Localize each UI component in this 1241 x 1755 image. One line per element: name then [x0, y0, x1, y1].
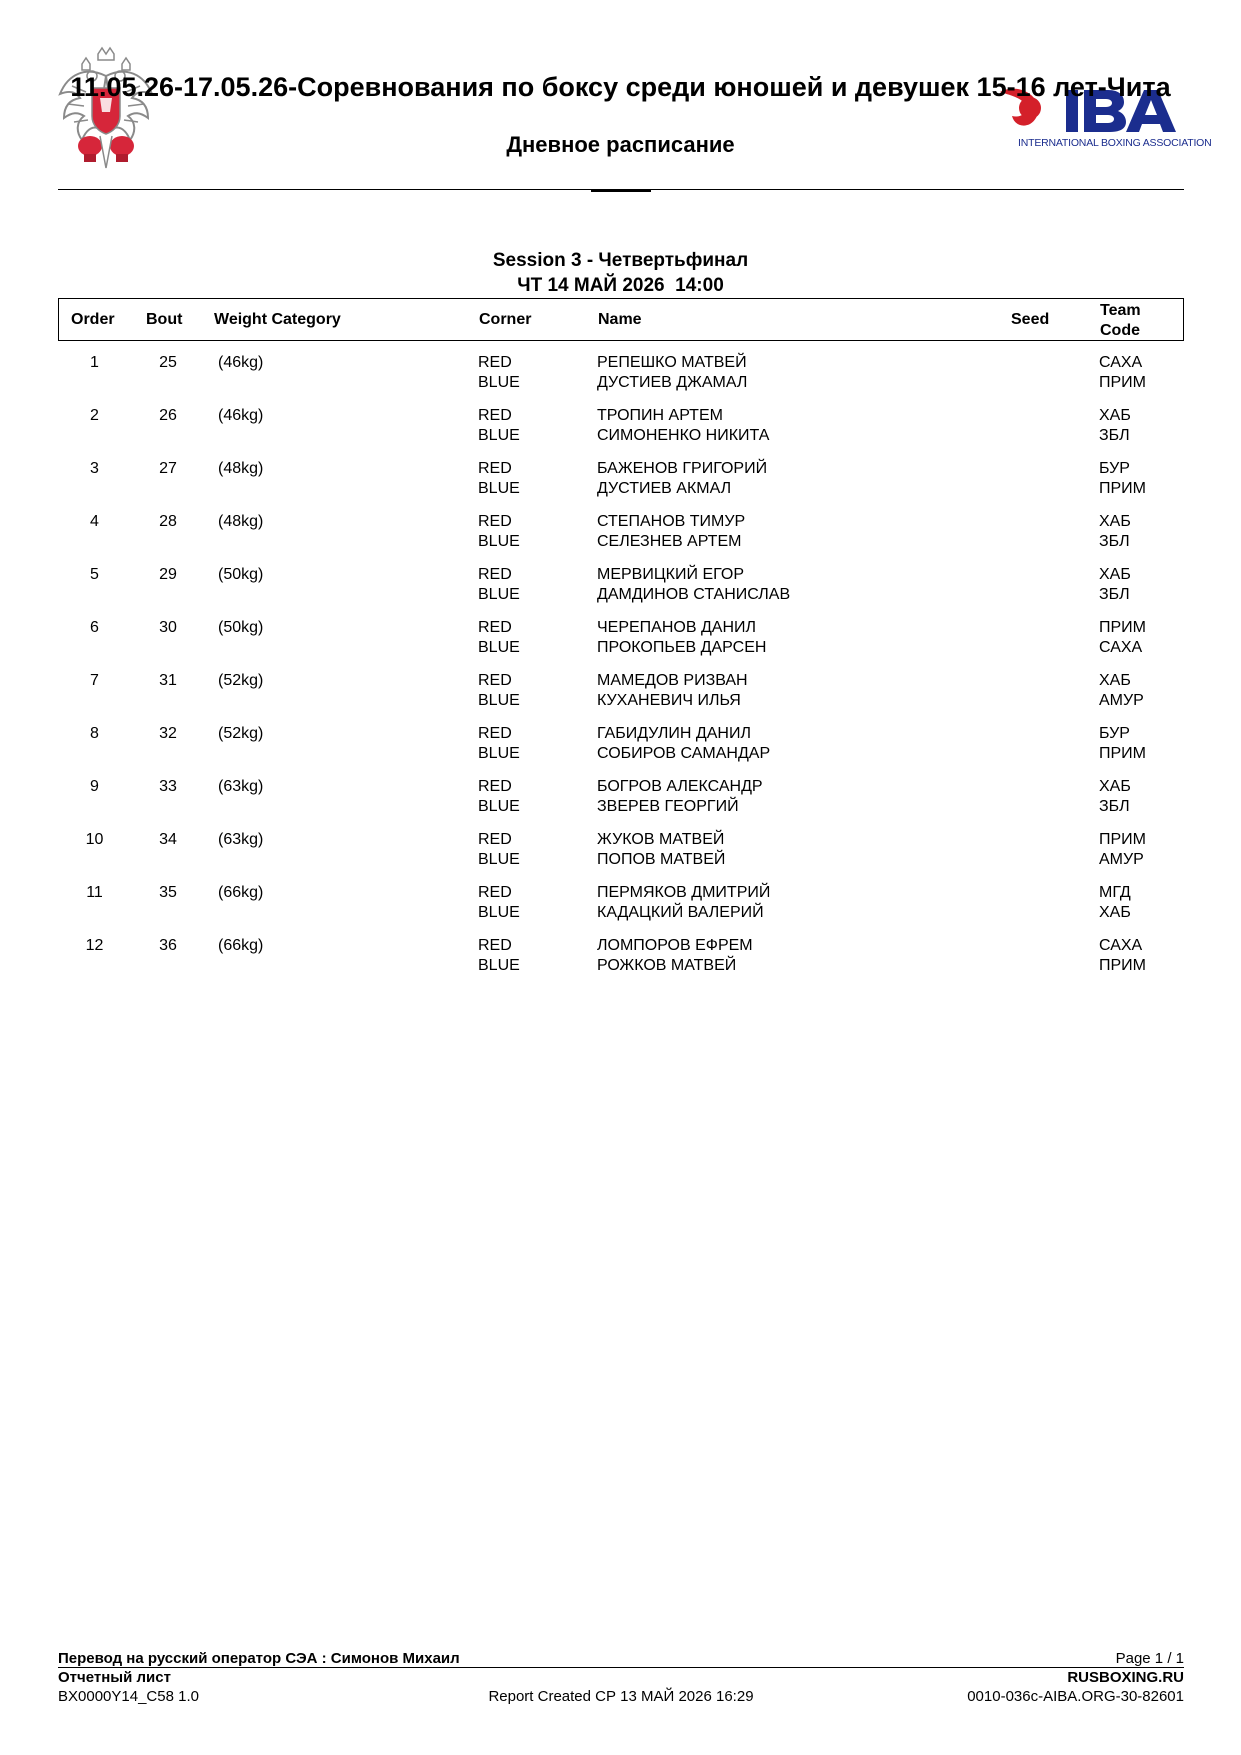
name-cell — [597, 724, 770, 764]
document-subtitle: Дневное расписание — [506, 132, 735, 157]
page-number: Page 1 / 1 — [1115, 1650, 1184, 1667]
blue-team-code: ПРИМ — [1099, 374, 1146, 391]
bout-number: 33 — [159, 778, 177, 795]
blue-boxer-name: СОБИРОВ САМАНДАР — [597, 745, 771, 762]
red-team-code: ХАБ — [1099, 566, 1131, 583]
bout-order: 8 — [90, 725, 99, 742]
blue-team-code: АМУР — [1099, 692, 1144, 709]
blue-boxer-name: ДУСТИЕВ АКМАЛ — [597, 480, 732, 497]
red-corner: RED — [478, 725, 512, 742]
blue-team-code: ЗБЛ — [1099, 586, 1130, 603]
name-cell — [597, 512, 745, 552]
red-team-code: МГД — [1099, 884, 1131, 901]
red-team-code: БУР — [1099, 460, 1130, 477]
name-cell — [597, 459, 767, 499]
bout-order: 3 — [90, 460, 99, 477]
weight-category: (46kg) — [218, 407, 264, 424]
iba-logo-caption: INTERNATIONAL BOXING ASSOCIATION — [1018, 137, 1212, 149]
blue-team-code: ПРИМ — [1099, 957, 1146, 974]
table-row — [58, 406, 1184, 459]
blue-boxer-name: ПРОКОПЬЕВ ДАРСЕН — [597, 639, 767, 656]
blue-team-code: САХА — [1099, 639, 1143, 656]
corner-cell — [478, 830, 520, 870]
name-cell — [597, 777, 763, 817]
blue-corner: BLUE — [478, 851, 520, 868]
blue-team-code: ЗБЛ — [1099, 798, 1130, 815]
report-created: Report Created СР 13 МАЙ 2026 16:29 — [488, 1688, 754, 1705]
weight-category: (50kg) — [218, 566, 264, 583]
report-code: BX0000Y14_C58 1.0 — [58, 1688, 199, 1705]
red-boxer-name: ПЕРМЯКОВ ДМИТРИЙ — [597, 884, 771, 901]
blue-corner: BLUE — [478, 639, 520, 656]
schedule-table-body — [58, 353, 1184, 989]
blue-team-code: ЗБЛ — [1099, 427, 1130, 444]
bout-order: 4 — [90, 513, 99, 530]
team-cell — [1099, 618, 1146, 658]
corner-cell — [478, 565, 520, 605]
bout-number: 30 — [159, 619, 177, 636]
footer-divider — [58, 1667, 1184, 1668]
blue-team-code: ЗБЛ — [1099, 533, 1130, 550]
name-cell — [597, 671, 748, 711]
weight-category: (52kg) — [218, 725, 264, 742]
table-row — [58, 353, 1184, 406]
red-team-code: БУР — [1099, 725, 1130, 742]
table-row — [58, 777, 1184, 830]
name-cell — [597, 353, 747, 393]
red-corner: RED — [478, 884, 512, 901]
column-header-seed: Seed — [1011, 311, 1050, 328]
red-boxer-name: СТЕПАНОВ ТИМУР — [597, 513, 746, 530]
red-team-code: ХАБ — [1099, 778, 1131, 795]
blue-corner: BLUE — [478, 480, 520, 497]
red-boxer-name: МАМЕДОВ РИЗВАН — [597, 672, 748, 689]
red-corner: RED — [478, 831, 512, 848]
table-row — [58, 724, 1184, 777]
document-id: 0010-036c-AIBA.ORG-30-82601 — [967, 1688, 1184, 1705]
table-row — [58, 512, 1184, 565]
red-team-code: ПРИМ — [1099, 831, 1146, 848]
bout-number: 34 — [159, 831, 177, 848]
corner-cell — [478, 671, 520, 711]
weight-category: (48kg) — [218, 460, 264, 477]
team-cell — [1099, 830, 1146, 870]
corner-cell — [478, 512, 520, 552]
weight-category: (50kg) — [218, 619, 264, 636]
blue-boxer-name: ДУСТИЕВ ДЖАМАЛ — [597, 374, 748, 391]
red-team-code: САХА — [1099, 937, 1143, 954]
corner-cell — [478, 777, 520, 817]
name-cell — [597, 406, 769, 446]
table-row — [58, 936, 1184, 989]
table-row — [58, 618, 1184, 671]
bout-number: 36 — [159, 937, 177, 954]
corner-cell — [478, 724, 520, 764]
column-header-name: Name — [598, 311, 642, 328]
team-cell — [1099, 724, 1146, 764]
team-cell — [1099, 883, 1131, 923]
bout-number: 28 — [159, 513, 177, 530]
weight-category: (66kg) — [218, 884, 264, 901]
header-divider-accent — [591, 189, 651, 192]
bout-number: 25 — [159, 354, 177, 371]
table-row — [58, 883, 1184, 936]
red-corner: RED — [478, 407, 512, 424]
schedule-table-header — [58, 298, 1184, 341]
red-team-code: ХАБ — [1099, 672, 1131, 689]
bout-number: 32 — [159, 725, 177, 742]
blue-corner: BLUE — [478, 745, 520, 762]
blue-team-code: ПРИМ — [1099, 480, 1146, 497]
red-corner: RED — [478, 460, 512, 477]
corner-cell — [478, 353, 520, 393]
table-row — [58, 459, 1184, 512]
red-corner: RED — [478, 672, 512, 689]
weight-category: (63kg) — [218, 831, 264, 848]
red-boxer-name: МЕРВИЦКИЙ ЕГОР — [597, 566, 744, 583]
team-cell — [1099, 459, 1146, 499]
red-corner: RED — [478, 778, 512, 795]
bout-order: 5 — [90, 566, 99, 583]
name-cell — [597, 883, 770, 923]
red-boxer-name: БАЖЕНОВ ГРИГОРИЙ — [597, 460, 768, 477]
blue-boxer-name: КАДАЦКИЙ ВАЛЕРИЙ — [597, 904, 764, 921]
bout-number: 27 — [159, 460, 177, 477]
name-cell — [597, 618, 766, 658]
corner-cell — [478, 459, 520, 499]
blue-corner: BLUE — [478, 374, 520, 391]
red-boxer-name: РЕПЕШКО МАТВЕЙ — [597, 354, 747, 371]
team-cell — [1099, 512, 1131, 552]
team-cell — [1099, 671, 1144, 711]
bout-order: 1 — [90, 354, 99, 371]
name-cell — [597, 830, 725, 870]
bout-number: 35 — [159, 884, 177, 901]
team-cell — [1099, 406, 1131, 446]
session-date: ЧТ 14 МАЙ 2026 14:00 — [517, 275, 724, 296]
table-row — [58, 830, 1184, 883]
column-header-bout: Bout — [146, 311, 183, 328]
corner-cell — [478, 883, 520, 923]
blue-boxer-name: ЗВЕРЕВ ГЕОРГИЙ — [597, 798, 739, 815]
bout-order: 12 — [85, 937, 104, 954]
document-title: 11.05.26-17.05.26-Соревнования по боксу среди юношей и девушек 15-16 лет-Чита — [70, 72, 1171, 102]
red-corner: RED — [478, 566, 512, 583]
bout-number: 26 — [159, 407, 177, 424]
blue-corner: BLUE — [478, 798, 520, 815]
blue-team-code: АМУР — [1099, 851, 1144, 868]
red-boxer-name: БОГРОВ АЛЕКСАНДР — [597, 778, 763, 795]
column-header-weight: Weight Category — [214, 311, 341, 328]
red-boxer-name: ГАБИДУЛИН ДАНИЛ — [597, 725, 751, 742]
bout-order: 9 — [90, 778, 99, 795]
bout-order: 7 — [90, 672, 99, 689]
translator-credit: Перевод на русский оператор СЭА : Симонов Михаил — [58, 1650, 460, 1667]
blue-boxer-name: СЕЛЕЗНЕВ АРТЕМ — [597, 533, 742, 550]
red-team-code: ХАБ — [1099, 407, 1131, 424]
red-team-code: ПРИМ — [1099, 619, 1146, 636]
weight-category: (52kg) — [218, 672, 264, 689]
column-header-order: Order — [71, 311, 115, 328]
red-boxer-name: ЖУКОВ МАТВЕЙ — [597, 831, 725, 848]
bout-order: 11 — [86, 884, 103, 901]
red-corner: RED — [478, 354, 512, 371]
report-type: Отчетный лист — [58, 1669, 171, 1686]
red-team-code: САХА — [1099, 354, 1143, 371]
bout-number: 29 — [159, 566, 177, 583]
column-header-team-line2: Code — [1100, 322, 1140, 339]
team-cell — [1099, 565, 1131, 605]
corner-cell — [478, 618, 520, 658]
team-cell — [1099, 936, 1146, 976]
blue-boxer-name: СИМОНЕНКО НИКИТА — [597, 427, 770, 444]
blue-team-code: ПРИМ — [1099, 745, 1146, 762]
table-row — [58, 565, 1184, 618]
red-boxer-name: ЧЕРЕПАНОВ ДАНИЛ — [597, 619, 757, 636]
weight-category: (46kg) — [218, 354, 264, 371]
blue-corner: BLUE — [478, 692, 520, 709]
red-team-code: ХАБ — [1099, 513, 1131, 530]
site-name: RUSBOXING.RU — [1067, 1669, 1184, 1686]
blue-corner: BLUE — [478, 533, 520, 550]
blue-corner: BLUE — [478, 427, 520, 444]
blue-boxer-name: РОЖКОВ МАТВЕЙ — [597, 957, 737, 974]
blue-boxer-name: КУХАНЕВИЧ ИЛЬЯ — [597, 692, 741, 709]
team-cell — [1099, 353, 1146, 393]
blue-boxer-name: ПОПОВ МАТВЕЙ — [597, 851, 726, 868]
blue-team-code: ХАБ — [1099, 904, 1131, 921]
session-title: Session 3 - Четвертьфинал — [492, 250, 749, 271]
corner-cell — [478, 936, 520, 976]
red-corner: RED — [478, 937, 512, 954]
corner-cell — [478, 406, 520, 446]
red-corner: RED — [478, 619, 512, 636]
blue-boxer-name: ДАМДИНОВ СТАНИСЛАВ — [597, 586, 791, 603]
column-header-team-code — [1100, 301, 1141, 341]
bout-order: 2 — [90, 407, 99, 424]
bout-order: 6 — [90, 619, 99, 636]
team-cell — [1099, 777, 1131, 817]
column-header-corner: Corner — [479, 311, 532, 328]
bout-order: 10 — [85, 831, 104, 848]
blue-corner: BLUE — [478, 586, 520, 603]
column-header-team-line1: Team — [1100, 302, 1141, 319]
name-cell — [597, 565, 790, 605]
weight-category: (66kg) — [218, 937, 264, 954]
red-boxer-name: ЛОМПОРОВ ЕФРЕМ — [597, 937, 753, 954]
red-corner: RED — [478, 513, 512, 530]
weight-category: (63kg) — [218, 778, 264, 795]
name-cell — [597, 936, 753, 976]
blue-corner: BLUE — [478, 904, 520, 921]
red-boxer-name: ТРОПИН АРТЕМ — [597, 407, 723, 424]
table-row — [58, 671, 1184, 724]
bout-number: 31 — [159, 672, 177, 689]
blue-corner: BLUE — [478, 957, 520, 974]
weight-category: (48kg) — [218, 513, 264, 530]
